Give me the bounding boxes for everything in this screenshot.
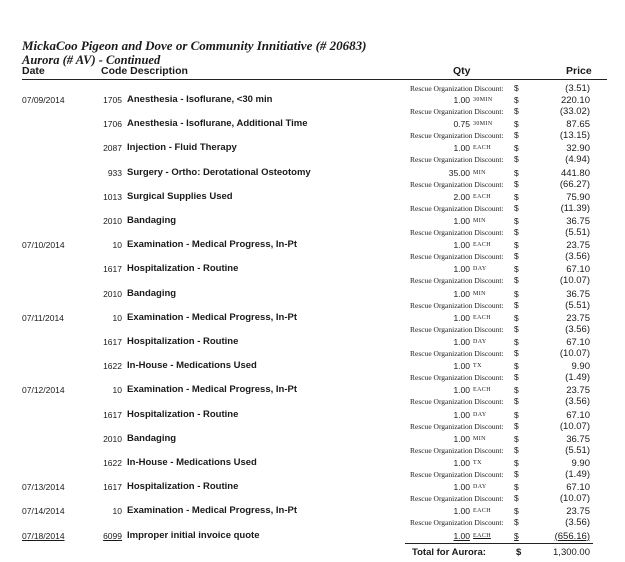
discount-amount: (3.56)	[565, 396, 590, 408]
line-currency: $	[514, 143, 519, 154]
line-price: 36.75	[566, 216, 590, 227]
line-price: 441.80	[560, 167, 590, 179]
line-code: 6099	[103, 530, 122, 541]
line-currency: $	[514, 264, 519, 275]
discount-label: Rescue Organization Discount:	[410, 131, 504, 141]
discount-currency: $	[514, 202, 519, 213]
discount-label: Rescue Organization Discount:	[410, 179, 504, 189]
discount-currency: $	[514, 227, 519, 237]
discount-amount: (66.27)	[559, 178, 590, 190]
line-unit: DAY	[473, 411, 487, 418]
patient-subtitle: Aurora (# AV) - Continued	[22, 53, 161, 67]
discount-currency: $	[514, 469, 519, 479]
line-price: 220.10	[560, 95, 590, 106]
discount-label: Rescue Organization Discount:	[410, 300, 504, 310]
line-description: Anesthesia - Isoflurane, <30 min	[127, 94, 273, 105]
line-unit: MIN	[473, 290, 486, 297]
discount-amount: (10.07)	[559, 275, 590, 287]
discount-label: Rescue Organization Discount:	[410, 494, 504, 504]
line-description: Hospitalization - Routine	[127, 336, 239, 347]
line-code: 10	[112, 240, 122, 251]
line-unit: TX	[473, 363, 482, 370]
total-label: Total for Aurora:	[412, 547, 486, 558]
discount-label: Rescue Organization Discount:	[410, 518, 504, 528]
line-currency: $	[514, 361, 519, 372]
line-qty: 0.75	[453, 119, 470, 130]
line-price: 23.75	[566, 312, 590, 324]
discount-amount: (5.51)	[565, 299, 590, 311]
line-unit: DAY	[473, 339, 487, 345]
line-code: 1617	[103, 409, 122, 420]
line-code: 1705	[103, 95, 122, 105]
line-currency: $	[514, 385, 519, 396]
line-description: Examination - Medical Progress, In-Pt	[127, 239, 297, 251]
line-code: 2087	[103, 143, 122, 154]
line-description: Injection - Fluid Therapy	[127, 142, 237, 154]
discount-label: Rescue Organization Discount:	[410, 445, 504, 455]
line-description: Hospitalization - Routine	[127, 408, 239, 420]
line-description: Hospitalization - Routine	[127, 263, 239, 275]
discount-label: Rescue Organization Discount:	[410, 324, 504, 334]
line-price: 67.10	[566, 409, 590, 421]
line-qty: 1.00	[453, 264, 470, 275]
discount-amount: (5.51)	[565, 444, 590, 456]
column-header-date: Date	[22, 65, 45, 77]
line-price: 23.75	[566, 506, 590, 518]
line-date: 07/13/2014	[22, 482, 65, 493]
line-unit: TX	[473, 460, 482, 466]
line-description: Examination - Medical Progress, In-Pt	[127, 311, 297, 323]
line-currency: $	[514, 530, 519, 541]
line-code: 2010	[103, 433, 122, 444]
total-amount: 1,300.00	[553, 547, 590, 558]
discount-label: Rescue Organization Discount:	[410, 107, 504, 116]
line-qty: 1.00	[453, 361, 470, 372]
line-code: 1617	[103, 337, 122, 347]
line-description: Bandaging	[127, 215, 177, 226]
discount-amount: (5.51)	[565, 227, 590, 238]
line-currency: $	[514, 506, 519, 517]
discount-label: Rescue Organization Discount:	[410, 228, 504, 237]
column-header-code-description: Code Description	[101, 65, 188, 77]
line-description: Surgery - Ortho: Derotational Osteotomy	[127, 166, 311, 178]
line-qty: 1.00	[453, 143, 470, 154]
line-code: 10	[112, 506, 122, 517]
line-description: In-House - Medications Used	[127, 457, 257, 468]
line-price: 23.75	[566, 385, 590, 397]
line-unit: 30MIN	[473, 121, 493, 128]
line-description: Examination - Medical Progress, In-Pt	[127, 505, 297, 517]
line-date: 07/18/2014	[22, 530, 65, 541]
line-currency: $	[514, 458, 519, 468]
discount-currency: $	[514, 517, 519, 528]
line-price: 87.65	[566, 119, 590, 131]
line-price: 32.90	[566, 143, 590, 155]
line-currency: $	[514, 409, 519, 420]
line-description: Improper initial invoice quote	[127, 529, 260, 541]
discount-label: Rescue Organization Discount:	[410, 349, 504, 358]
line-date: 07/14/2014	[22, 506, 65, 517]
line-code: 1617	[103, 482, 122, 493]
total-currency: $	[516, 547, 522, 558]
line-price: 23.75	[566, 240, 590, 252]
line-price: 67.10	[566, 482, 590, 494]
discount-amount: (1.49)	[565, 469, 590, 480]
line-code: 1622	[103, 361, 122, 372]
line-currency: $	[514, 312, 519, 323]
discount-amount: (11.39)	[560, 202, 590, 214]
line-code: 1617	[103, 264, 122, 275]
discount-amount: (10.07)	[559, 493, 590, 505]
line-qty: 1.00	[453, 409, 470, 420]
discount-currency: $	[514, 420, 519, 431]
line-code: 10	[112, 385, 122, 396]
discount-currency: $	[514, 251, 519, 262]
discount-label: Rescue Organization Discount:	[410, 470, 504, 479]
line-qty: 1.00	[453, 482, 470, 493]
discount-label: Rescue Organization Discount:	[410, 203, 504, 213]
discount-amount: (10.07)	[559, 420, 590, 432]
line-unit: EACH	[473, 145, 491, 152]
line-code: 1013	[103, 191, 122, 202]
discount-amount: (3.56)	[565, 517, 590, 529]
line-code: 2010	[103, 216, 122, 226]
line-currency: $	[514, 288, 519, 299]
line-price: 75.90	[566, 191, 590, 203]
line-description: Bandaging	[127, 287, 177, 299]
line-currency: $	[514, 119, 519, 130]
discount-currency: $	[514, 444, 519, 455]
line-unit: MIN	[473, 435, 486, 442]
line-qty: 1.00	[453, 288, 470, 299]
line-unit: EACH	[473, 242, 491, 249]
discount-currency: $	[514, 83, 519, 93]
line-date: 07/12/2014	[22, 385, 65, 396]
line-currency: $	[514, 216, 519, 226]
line-qty: 1.00	[453, 312, 470, 323]
discount-currency: $	[514, 154, 519, 165]
line-description: Surgical Supplies Used	[127, 190, 233, 202]
line-unit: DAY	[473, 484, 487, 491]
line-description: Bandaging	[127, 432, 177, 444]
discount-amount: (3.56)	[565, 323, 590, 335]
discount-label: Rescue Organization Discount:	[410, 421, 504, 431]
discount-amount: (3.56)	[565, 251, 590, 263]
line-description: Anesthesia - Isoflurane, Additional Time	[127, 118, 308, 130]
discount-amount: (10.07)	[559, 348, 590, 359]
discount-currency: $	[514, 275, 519, 286]
line-price: 36.75	[566, 433, 590, 445]
discount-currency: $	[514, 372, 519, 383]
discount-currency: $	[514, 323, 519, 334]
discount-amount: (4.94)	[565, 154, 590, 166]
line-description: In-House - Medications Used	[127, 360, 257, 372]
line-code: 2010	[103, 288, 122, 299]
line-qty: 1.00	[453, 506, 470, 517]
line-currency: $	[514, 95, 519, 105]
discount-amount: (3.51)	[565, 83, 590, 94]
discount-label: Rescue Organization Discount:	[410, 373, 504, 383]
line-price: 9.90	[571, 361, 590, 373]
line-qty: 2.00	[453, 191, 470, 202]
line-date: 07/09/2014	[22, 95, 65, 105]
line-price: 67.10	[566, 337, 590, 348]
line-unit: MIN	[473, 169, 486, 176]
discount-amount: (1.49)	[565, 372, 590, 384]
line-price: 9.90	[571, 458, 590, 469]
discount-label: Rescue Organization Discount:	[410, 276, 504, 286]
header-divider	[22, 79, 607, 80]
discount-label: Rescue Organization Discount:	[410, 155, 504, 165]
discount-currency: $	[514, 493, 519, 504]
total-divider	[405, 543, 593, 544]
line-currency: $	[514, 191, 519, 202]
line-unit: EACH	[473, 508, 491, 515]
line-qty: 1.00	[453, 385, 470, 396]
discount-currency: $	[514, 299, 519, 310]
line-qty: 1.00	[453, 433, 470, 444]
line-unit: DAY	[473, 266, 487, 273]
line-currency: $	[514, 240, 519, 251]
column-header-qty: Qty	[453, 65, 471, 77]
line-qty: 1.00	[453, 458, 470, 468]
line-unit: EACH	[473, 314, 491, 321]
line-qty: 1.00	[453, 240, 470, 251]
organization-title: MickaCoo Pigeon and Dove or Community Innitiative (# 20683)	[22, 38, 367, 53]
line-price: (656.16)	[554, 530, 590, 542]
line-currency: $	[514, 433, 519, 444]
line-price: 36.75	[566, 288, 590, 300]
line-currency: $	[514, 337, 519, 347]
line-unit: EACH	[473, 387, 491, 394]
column-header-price: Price	[566, 65, 592, 77]
line-description: Examination - Medical Progress, In-Pt	[127, 384, 297, 396]
line-date: 07/10/2014	[22, 240, 65, 251]
line-qty: 1.00	[453, 95, 470, 105]
discount-label: Rescue Organization Discount:	[410, 252, 504, 262]
line-qty: 1.00	[453, 337, 470, 347]
line-unit: 30MIN	[473, 97, 493, 103]
line-price: 67.10	[566, 264, 590, 276]
discount-currency: $	[514, 396, 519, 407]
line-code: 1622	[103, 458, 122, 468]
discount-amount: (13.15)	[559, 130, 590, 142]
line-description: Hospitalization - Routine	[127, 481, 239, 493]
line-qty: 35.00	[448, 167, 470, 178]
discount-currency: $	[514, 130, 519, 141]
discount-label: Rescue Organization Discount:	[410, 84, 504, 93]
discount-label: Rescue Organization Discount:	[410, 397, 504, 407]
line-qty: 1.00	[453, 530, 470, 541]
line-code: 1706	[103, 119, 122, 130]
discount-currency: $	[514, 106, 519, 116]
discount-currency: $	[514, 178, 519, 189]
line-unit: EACH	[473, 532, 491, 539]
line-unit: EACH	[473, 193, 491, 200]
discount-amount: (33.02)	[559, 106, 590, 117]
line-qty: 1.00	[453, 216, 470, 226]
line-unit: MIN	[473, 218, 486, 224]
line-code: 10	[112, 312, 122, 323]
line-currency: $	[514, 482, 519, 493]
discount-currency: $	[514, 348, 519, 358]
line-code: 933	[107, 167, 122, 178]
line-date: 07/11/2014	[22, 312, 64, 323]
line-currency: $	[514, 167, 519, 178]
